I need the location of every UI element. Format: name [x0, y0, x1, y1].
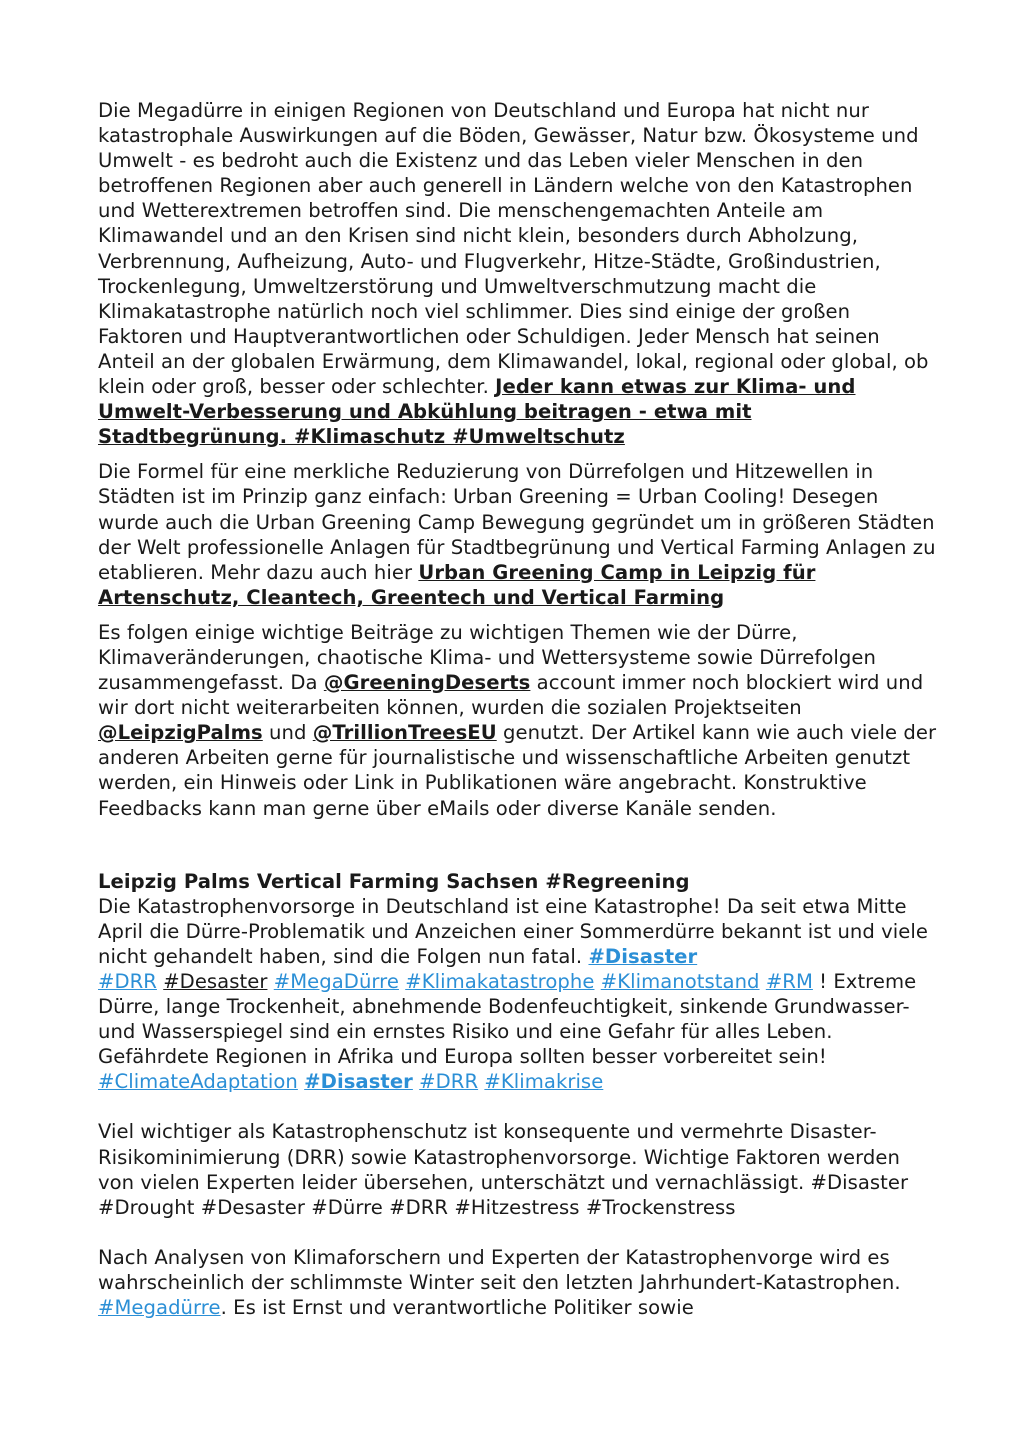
- risikominimierung-paragraph: [98, 1119, 938, 1219]
- hashtag-climateadaptation[interactable]: #ClimateAdaptation: [98, 1070, 298, 1094]
- hashtag-drr-2[interactable]: #DRR: [419, 1070, 479, 1094]
- section-text-1: Die Katastrophenvorsorge in Deutschland ist eine Katastrophe! Da seit etwa Mitte April die Dürre-Problematik und Anzeichen einer Sommerdürre bekannt ist und viele nicht gehandelt haben, sind die Folgen nun fatal.: [98, 894, 929, 968]
- document-page: [98, 98, 938, 1330]
- section-text-2: ! Extreme Dürre, lange Trockenheit, abnehmende Bodenfeuchtigkeit, sinkende Grundwasser- und Wasserspiegel sind ein ernstes Risiko und eine Gefahr für alles Leben. Gefährdete Regionen in Afrika und Europa sollten besser vorbereitet sein!: [98, 970, 917, 1069]
- accounts-text-4: genutzt. Der Artikel kann wie auch viele der anderen Arbeiten gerne für journalistische und wissenschaftliche Arbeiten genutzt werden, ein Hinweis oder Link in Publikationen wäre angebracht. Konstruktive Feedbacks kann man gerne über eMails oder diverse Kanäle senden.: [98, 721, 937, 820]
- hashtag-megaduerre-2[interactable]: #Megadürre: [98, 1296, 221, 1320]
- hashtag-desaster[interactable]: #Desaster: [163, 970, 268, 993]
- intro-text: Die Megadürre in einigen Regionen von Deutschland und Europa hat nicht nur katastrophale Auswirkungen auf die Böden, Gewässer, Natur bzw. Ökosysteme und Umwelt - es bedroht auch die Existenz und das Leben vieler Menschen in den betroffenen Regionen aber auch generell in Ländern welche von den Katastrophen und Wetterextremen betroffen sind. Die menschengemachten Anteile am Klimawandel und an den Krisen sind nicht klein, besonders durch Abholzung, Verbrennung, Aufheizung, Auto- und Flugverkehr, Hitze-Städte, Großindustrien, Trockenlegung, Umweltzerstörung und Umweltverschmutzung macht die Klimakatastrophe natürlich noch viel schlimmer. Dies sind einige der großen Faktoren und Hauptverantwortlichen oder Schuldigen. Jeder Mensch hat seinen Anteil an der globalen Erwärmung, dem Klimawandel, lokal, regional oder global, ob klein oder groß, besser oder schlechter.: [98, 99, 929, 399]
- accounts-text-2: account immer noch blockiert wird und wir dort nicht weiterarbeiten können, wurden die sozialen Projektseiten: [98, 671, 924, 720]
- hashtag-megaduerre[interactable]: #MegaDürre: [273, 970, 399, 993]
- urban-greening-camp-link[interactable]: Urban Greening Camp in Leipzig für Artenschutz, Cleantech, Greentech und Vertical Farming: [98, 560, 816, 609]
- hashtag-klimakatastrophe[interactable]: #Klimakatastrophe: [405, 970, 595, 993]
- urban-greening-paragraph: [98, 459, 938, 610]
- winter-paragraph: [98, 1245, 938, 1320]
- urban-greening-text: Die Formel für eine merkliche Reduzierung von Dürrefolgen und Hitzewellen in Städten ist im Prinzip ganz einfach: Urban Greening = Urban Cooling! Desegen wurde auch die Urban Greening Camp Bewegung gegründet um in größeren Städten der Welt professionelle Anlagen für Stadtbegrünung und Vertical Farming Anlagen zu etablieren. Mehr dazu auch hier: [98, 460, 936, 584]
- hashtag-rm[interactable]: #RM: [765, 970, 813, 993]
- winter-text-1: Nach Analysen von Klimaforschern und Experten der Katastrophenvorge wird es wahrscheinlich der schlimmste Winter seit den letzten Jahrhundert-Katastrophen.: [98, 1245, 901, 1294]
- leipzigpalms-link[interactable]: @LeipzigPalms: [98, 721, 263, 745]
- hashtag-klimanotstand[interactable]: #Klimanotstand: [600, 970, 760, 993]
- section-spacer: [98, 831, 938, 869]
- accounts-text-3: und: [262, 721, 313, 745]
- trilliontreeseu-link[interactable]: @TrillionTreesEU: [312, 721, 497, 745]
- greeningdeserts-link[interactable]: @GreeningDeserts: [323, 671, 531, 695]
- hashtag-disaster-2[interactable]: #Disaster: [304, 1070, 413, 1094]
- katastrophenvorsorge-section: [98, 869, 938, 1095]
- hashtag-disaster[interactable]: #Disaster: [588, 944, 698, 968]
- stadtbegruenung-link[interactable]: Jeder kann etwas zur Klima- und Umwelt-Verbesserung und Abkühlung beitragen - etwa mit Stadtbegrünung. #Klimaschutz #Umweltschutz: [98, 375, 856, 449]
- accounts-text-1: Es folgen einige wichtige Beiträge zu wichtigen Themen wie der Dürre, Klimaveränderungen, chaotische Klima- und Wettersysteme sowie Dürrefolgen zusammengefasst. Da: [98, 620, 876, 695]
- accounts-paragraph: [98, 620, 938, 821]
- intro-paragraph: [98, 98, 938, 449]
- hashtag-drr[interactable]: #DRR: [98, 970, 157, 993]
- hashtag-klimakrise[interactable]: #Klimakrise: [484, 1070, 604, 1094]
- section-heading: Leipzig Palms Vertical Farming Sachsen #Regreening: [98, 869, 690, 893]
- risikominimierung-text: Viel wichtiger als Katastrophenschutz ist konsequente und vermehrte Disaster-Risikominimierung (DRR) sowie Katastrophenvorsorge. Wichtige Faktoren werden von vielen Experten leider übersehen, unterschätzt und vernachlässigt. #Disaster #Drought #Desaster #Dürre #DRR #Hitzestress #Trockenstress: [98, 1120, 909, 1219]
- winter-text-2: . Es ist Ernst und verantwortliche Politiker sowie: [220, 1296, 694, 1320]
